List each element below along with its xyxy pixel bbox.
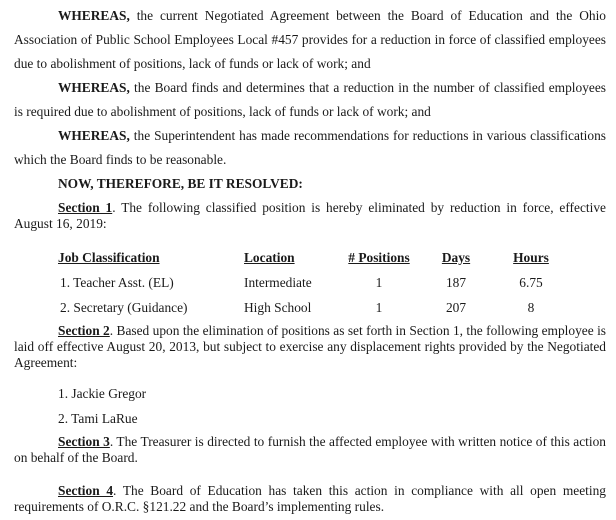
- header-job-classification: Job Classification: [58, 249, 160, 265]
- section-3-paragraph: [14, 434, 606, 466]
- whereas-lead: WHEREAS,: [58, 8, 130, 23]
- cell-job-classification: 2. Secretary (Guidance): [60, 299, 188, 315]
- section-4-text: . The Board of Education has taken this action in compliance with all open meeting requirements of O.R.C. §121.22 and the Board’s implementing rules.: [14, 483, 606, 514]
- employee-list-item: 2. Tami LaRue: [58, 411, 138, 426]
- table-row: [58, 295, 574, 320]
- cell-positions: 1: [375, 299, 383, 315]
- section-3-text: . The Treasurer is directed to furnish the affected employee with written notice of this action on behalf of the Board.: [14, 434, 606, 465]
- whereas-paragraph-2: [14, 76, 606, 124]
- section-1-paragraph: [14, 200, 606, 232]
- positions-table: [58, 245, 574, 320]
- whereas-paragraph-3: [14, 124, 606, 172]
- section-1-heading: Section 1: [58, 200, 113, 215]
- employee-list-item: 1. Jackie Gregor: [58, 386, 147, 401]
- cell-hours: 8: [527, 299, 535, 315]
- header-days: Days: [441, 249, 471, 265]
- section-2-heading: Section 2: [58, 323, 110, 338]
- section-4-heading: Section 4: [58, 483, 114, 498]
- cell-days: 207: [445, 299, 467, 315]
- section-2-text: . Based upon the elimination of positions as set forth in Section 1, the following employee is laid off effective August 20, 2013, but subject to exercise any displacement rights provided by the Negotiated Agreement:: [14, 323, 607, 370]
- section-3-heading: Section 3: [58, 434, 110, 449]
- whereas-text: the Board finds and determines that a reduction in the number of classified employees is required due to abolishment of positions, lack of funds or lack of work; and: [14, 80, 606, 119]
- table-row: [58, 270, 574, 295]
- whereas-lead: WHEREAS,: [58, 128, 130, 143]
- cell-days: 187: [445, 274, 467, 290]
- whereas-text: the current Negotiated Agreement between the Board of Education and the Ohio Association of Public School Employees Local #457 provides for a reduction in force of classified employees due to abolishment of positions, lack of funds or lack of work; and: [14, 8, 606, 71]
- table-header-row: [58, 245, 574, 270]
- header-location: Location: [244, 249, 295, 265]
- cell-positions: 1: [375, 274, 383, 290]
- cell-location: High School: [244, 299, 312, 315]
- header-hours: Hours: [513, 249, 549, 265]
- resolved-heading: NOW, THEREFORE, BE IT RESOLVED:: [58, 176, 303, 191]
- whereas-lead: WHEREAS,: [58, 80, 130, 95]
- whereas-paragraph-1: [14, 4, 606, 76]
- section-1-text: . The following classified position is hereby eliminated by reduction in force, effective August 16, 2019:: [14, 200, 606, 231]
- cell-location: Intermediate: [244, 274, 312, 290]
- header-positions: # Positions: [348, 249, 410, 265]
- whereas-text: the Superintendent has made recommendations for reductions in various classifications which the Board finds to be reasonable.: [14, 128, 606, 167]
- section-2-paragraph: [14, 323, 606, 371]
- cell-job-classification: 1. Teacher Asst. (EL): [60, 274, 174, 290]
- cell-hours: 6.75: [519, 274, 543, 290]
- section-4-paragraph: [14, 483, 606, 515]
